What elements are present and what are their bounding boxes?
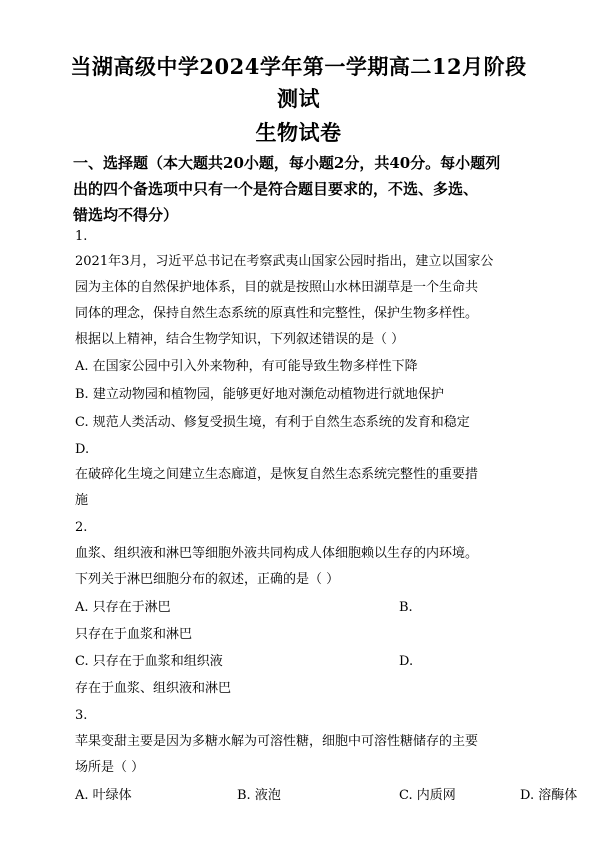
question-2-option-a: A. 只存在于淋巴 <box>75 600 171 615</box>
question-2-option-b-text: 只存在于血浆和淋巴 <box>75 627 193 642</box>
question-1-stem-line: 根据以上精神，结合生物学知识，下列叙述错误的是（ ） <box>75 332 405 347</box>
question-1-option-c: C. 规范人类活动、修复受损生境，有利于自然生态系统的发育和稳定 <box>75 415 470 430</box>
section-heading-line3: 错选均不得分） <box>73 206 179 224</box>
question-1-number: 1. <box>75 229 88 244</box>
question-1-stem-line: 同体的理念，保持自然生态系统的原真性和完整性，保护生物多样性。 <box>75 306 479 321</box>
question-2-stem-line: 血浆、组织液和淋巴等细胞外液共同构成人体细胞赖以生存的内环境。 <box>75 546 479 561</box>
question-3-option-d: D. 溶酶体 <box>520 788 578 803</box>
exam-title-line2: 测试 <box>277 86 320 111</box>
question-2-option-d-label: D. <box>399 654 414 669</box>
question-1-stem-line: 2021年3月，习近平总书记在考察武夷山国家公园时指出，建立以国家公 <box>75 254 494 269</box>
question-1-option-d-text: 施 <box>75 493 89 508</box>
question-3-option-a: A. 叶绿体 <box>75 788 132 803</box>
question-2-option-d-text: 存在于血浆、组织液和淋巴 <box>75 681 232 696</box>
question-2-option-c: C. 只存在于血浆和组织液 <box>75 654 223 669</box>
question-3-option-b: B. 液泡 <box>237 788 281 803</box>
question-1-stem-line: 园为主体的自然保护地体系，目的就是按照山水林田湖草是一个生命共 <box>75 280 479 295</box>
question-2-stem-line: 下列关于淋巴细胞分布的叙述，正确的是（ ） <box>75 572 340 587</box>
question-3-number: 3. <box>75 708 88 723</box>
question-1-option-a: A. 在国家公园中引入外来物种，有可能导致生物多样性下降 <box>75 359 418 374</box>
question-2-number: 2. <box>75 520 88 535</box>
question-3-stem-line: 苹果变甜主要是因为多糖水解为可溶性糖，细胞中可溶性糖储存的主要 <box>75 734 479 749</box>
subject-title: 生物试卷 <box>255 120 342 145</box>
question-2-option-b-label: B. <box>399 600 413 615</box>
question-3-stem-line: 场所是（ ） <box>75 760 145 775</box>
question-1-option-d-label: D. <box>75 442 90 457</box>
question-1-option-b: B. 建立动物园和植物园，能够更好地对濒危动植物进行就地保护 <box>75 387 444 402</box>
section-heading-line2: 出的四个备选项中只有一个是符合题目要求的，不选、多选、 <box>73 180 479 198</box>
section-heading-line1: 一、选择题（本大题共20小题，每小题2分，共40分。每小题列 <box>73 154 501 172</box>
question-1-option-d-text: 在破碎化生境之间建立生态廊道，是恢复自然生态系统完整性的重要措 <box>75 467 479 482</box>
question-3-option-c: C. 内质网 <box>399 788 456 803</box>
exam-title-line1: 当湖高级中学2024学年第一学期高二12月阶段 <box>70 54 527 79</box>
